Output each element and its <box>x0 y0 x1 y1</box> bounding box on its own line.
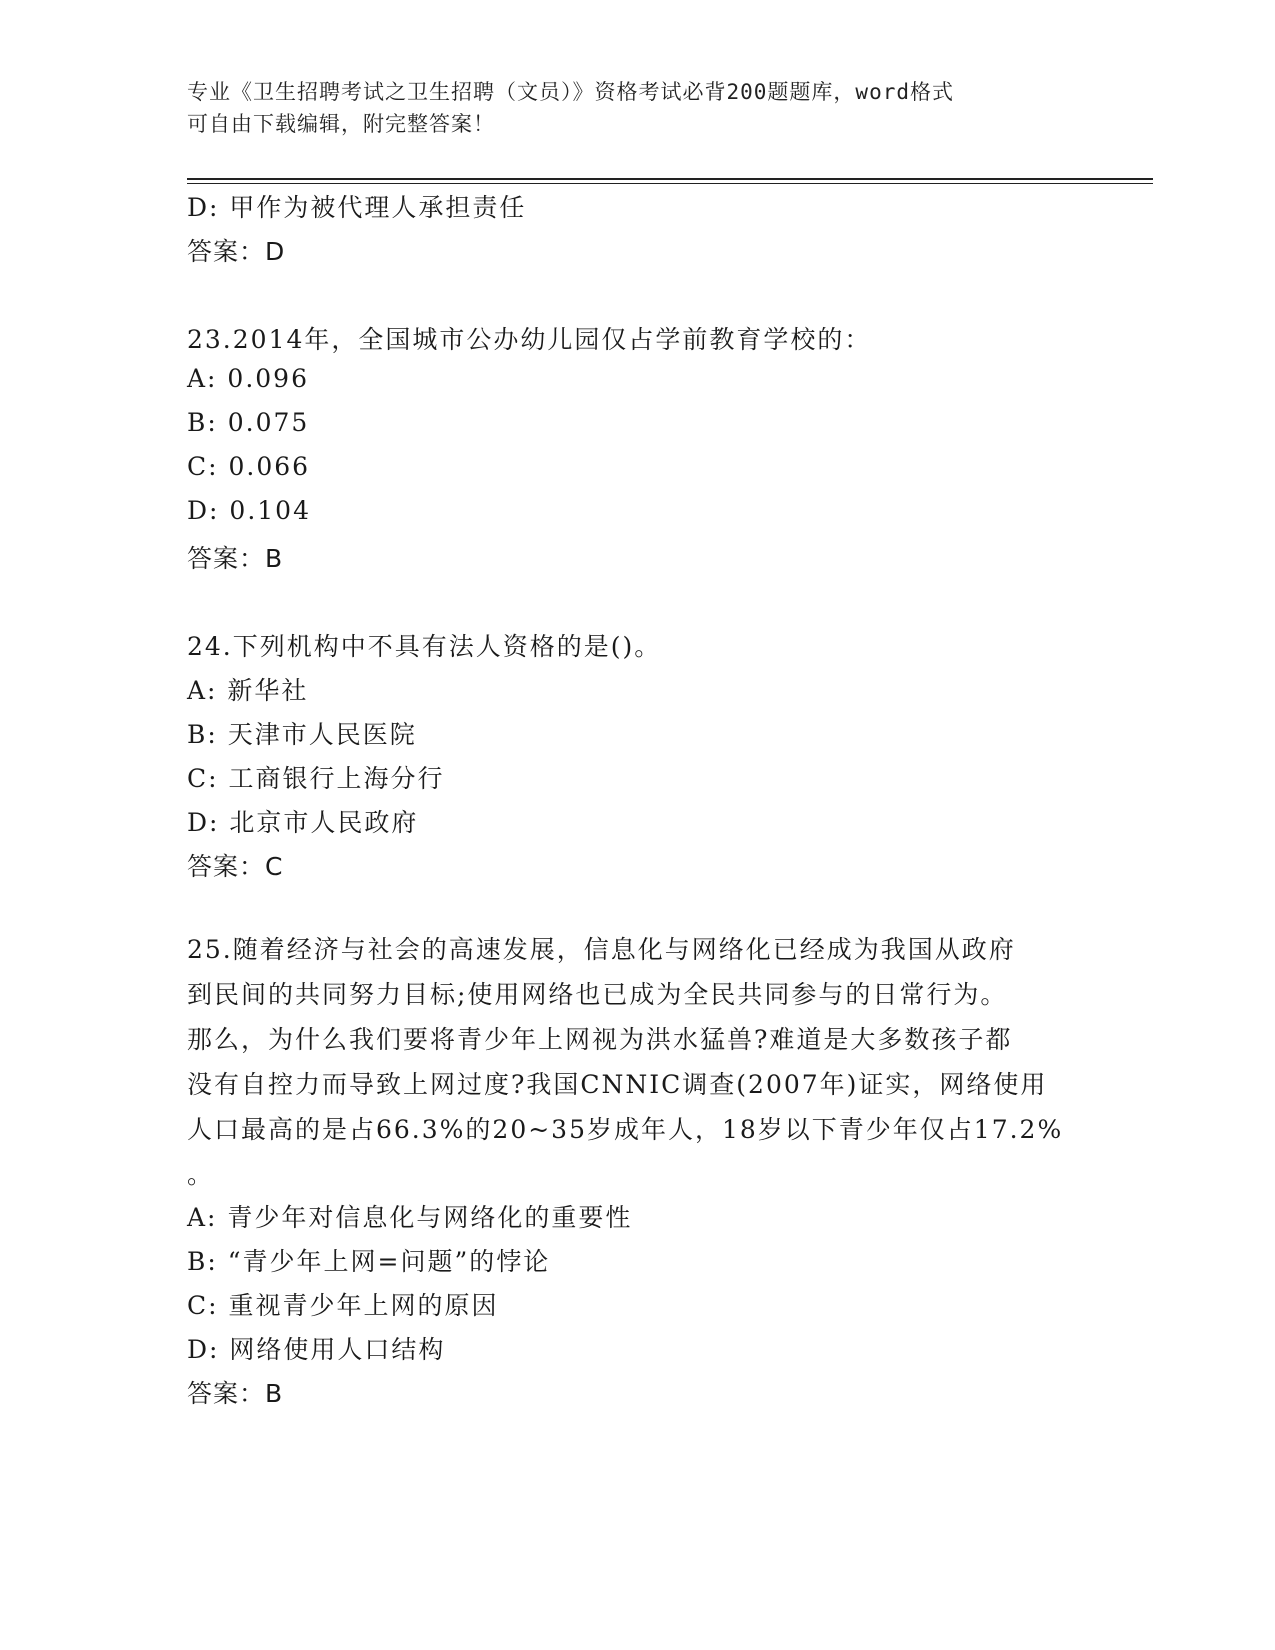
header-title-line-2: 可自由下载编辑，附完整答案！ <box>187 112 495 136</box>
q25-stem-line: 人口最高的是占66.3%的20~35岁成年人，18岁以下青少年仅占17.2% <box>187 1115 1064 1144</box>
q24-option-d: D: 北京市人民政府 <box>187 808 419 837</box>
q23-option-b: B: 0.075 <box>187 408 310 437</box>
header-divider-thick <box>187 178 1153 180</box>
q24-option-b: B: 天津市人民医院 <box>187 720 417 749</box>
q25-stem-line: 那么，为什么我们要将青少年上网视为洪水猛兽?难道是大多数孩子都 <box>187 1025 1013 1054</box>
q25-stem-line: 没有自控力而导致上网过度?我国CNNIC调查(2007年)证实，网络使用 <box>187 1070 1048 1099</box>
q22-option-d: D: 甲作为被代理人承担责任 <box>187 193 527 222</box>
q24-answer: 答案：C <box>187 852 284 881</box>
header-divider-thin <box>187 183 1153 184</box>
document-header <box>187 76 1067 140</box>
header-title-line-1: 专业《卫生招聘考试之卫生招聘（文员）》资格考试必背200题题库，word格式 <box>187 80 954 104</box>
q25-stem <box>187 927 1087 1197</box>
q23-option-c: C: 0.066 <box>187 452 311 481</box>
q25-stem-line: 。 <box>187 1160 215 1189</box>
q25-option-b: B: “青少年上网=问题”的悖论 <box>187 1247 551 1276</box>
q25-option-c: C: 重视青少年上网的原因 <box>187 1291 499 1320</box>
q25-option-d: D: 网络使用人口结构 <box>187 1335 446 1364</box>
q23-answer: 答案：B <box>187 544 284 573</box>
q25-stem-line: 到民间的共同努力目标;使用网络也已成为全民共同参与的日常行为。 <box>187 980 1008 1009</box>
q25-stem-line: 25.随着经济与社会的高速发展，信息化与网络化已经成为我国从政府 <box>187 935 1016 964</box>
q23-option-d: D: 0.104 <box>187 496 311 525</box>
q23-stem: 23.2014年，全国城市公办幼儿园仅占学前教育学校的： <box>187 325 872 354</box>
q25-option-a: A: 青少年对信息化与网络化的重要性 <box>187 1203 633 1232</box>
q24-stem: 24.下列机构中不具有法人资格的是()。 <box>187 632 662 661</box>
q22-answer: 答案：D <box>187 237 286 266</box>
q24-option-c: C: 工商银行上海分行 <box>187 764 445 793</box>
q24-option-a: A: 新华社 <box>187 676 309 705</box>
q23-option-a: A: 0.096 <box>187 364 309 393</box>
q25-answer: 答案：B <box>187 1379 284 1408</box>
